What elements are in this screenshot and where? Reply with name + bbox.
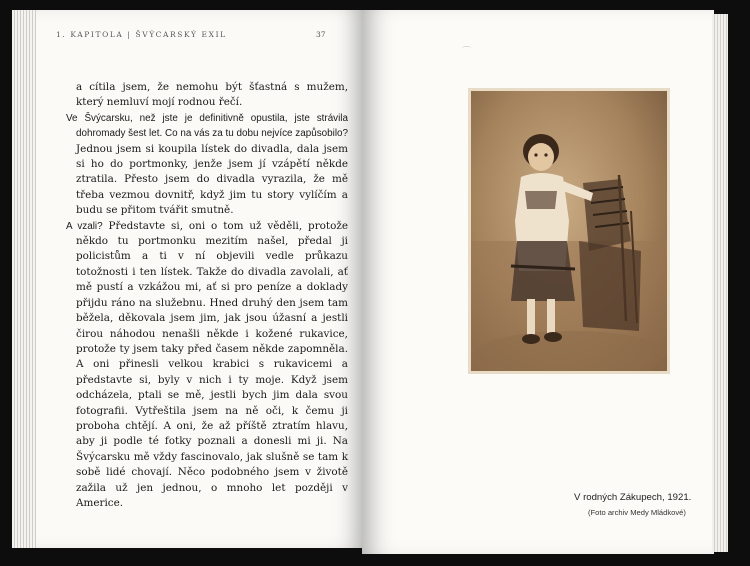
- answer-1: Jednou jsem si koupila lístek do divadla, dala jsem si ho do portmonky, jenže jsem jí vzápětí někde ztratila. Přesto jsem do divadla vyrazila, že mě třeba vezmou dovnitř, když jim tu story vylíčím a budu se přitom tvářit smutně.: [76, 142, 348, 217]
- historical-photo: [471, 91, 667, 371]
- question-1: Ve Švýcarsku, než jste je definitivně opustila, jste strávila dohromady šest let. Co na vás za tu dobu nejvíce zapůsobilo?: [66, 112, 348, 140]
- photo-caption: V rodných Zákupech, 1921.: [574, 492, 692, 503]
- answer-2: Představte si, oni o tom už věděli, protože někdo tu portmonku mezitím našel, předal ji policistům a ti v ní objevili vedle průkazu totožnosti i ten lístek. Takže do divadla zavolali, ať mě pustí a vzkážou mi, ať si pro peníze a doklady přijdu ráno na služebnu. Hned druhý den jsem tam běžela, děkovala jsem jim, jak jsou úžasní a jestli čirou náhodou nenašli někde i kožené rukavice, protože ty jsem taky před časem někde zapomněla. A oni přinesli velkou krabici s rukavicemi a představte si, byly v nich i ty moje. Když jsem odcházela, ptali se mě, jestli bych jim dala svou fotografii. Vytřeštila jsem na ně oči, k čemu ji proboha chtějí. A oni, že až příště ztratím hlavu, aby ji podle té fotky poznali a donesli mi ji. Na Švýcarsku mě vždy fascinovalo, jak slušně se tam k sobě lidé chovají. Něco podobného jsem v životě zažila už jen jednou, o mnoho let později v Americe.: [76, 219, 348, 509]
- page-edges-left: [12, 10, 38, 548]
- page-edges-right: [712, 14, 728, 552]
- running-head: 1. KAPITOLA | ŠVÝCARSKÝ EXIL: [56, 30, 227, 39]
- question-2: A vzali?: [66, 220, 103, 232]
- interview-text: [66, 80, 348, 511]
- question-2-block: [66, 219, 348, 512]
- page-number: 37: [316, 30, 326, 39]
- answer-paragraph-1: a cítila jsem, že nemohu být šťastná s mužem, který nemluví mojí rodnou řečí.: [76, 81, 348, 109]
- pencil-mark-icon: ⌒: [462, 47, 472, 57]
- question-1-block: [66, 111, 348, 219]
- photo-credit: (Foto archiv Medy Mládkové): [588, 508, 686, 517]
